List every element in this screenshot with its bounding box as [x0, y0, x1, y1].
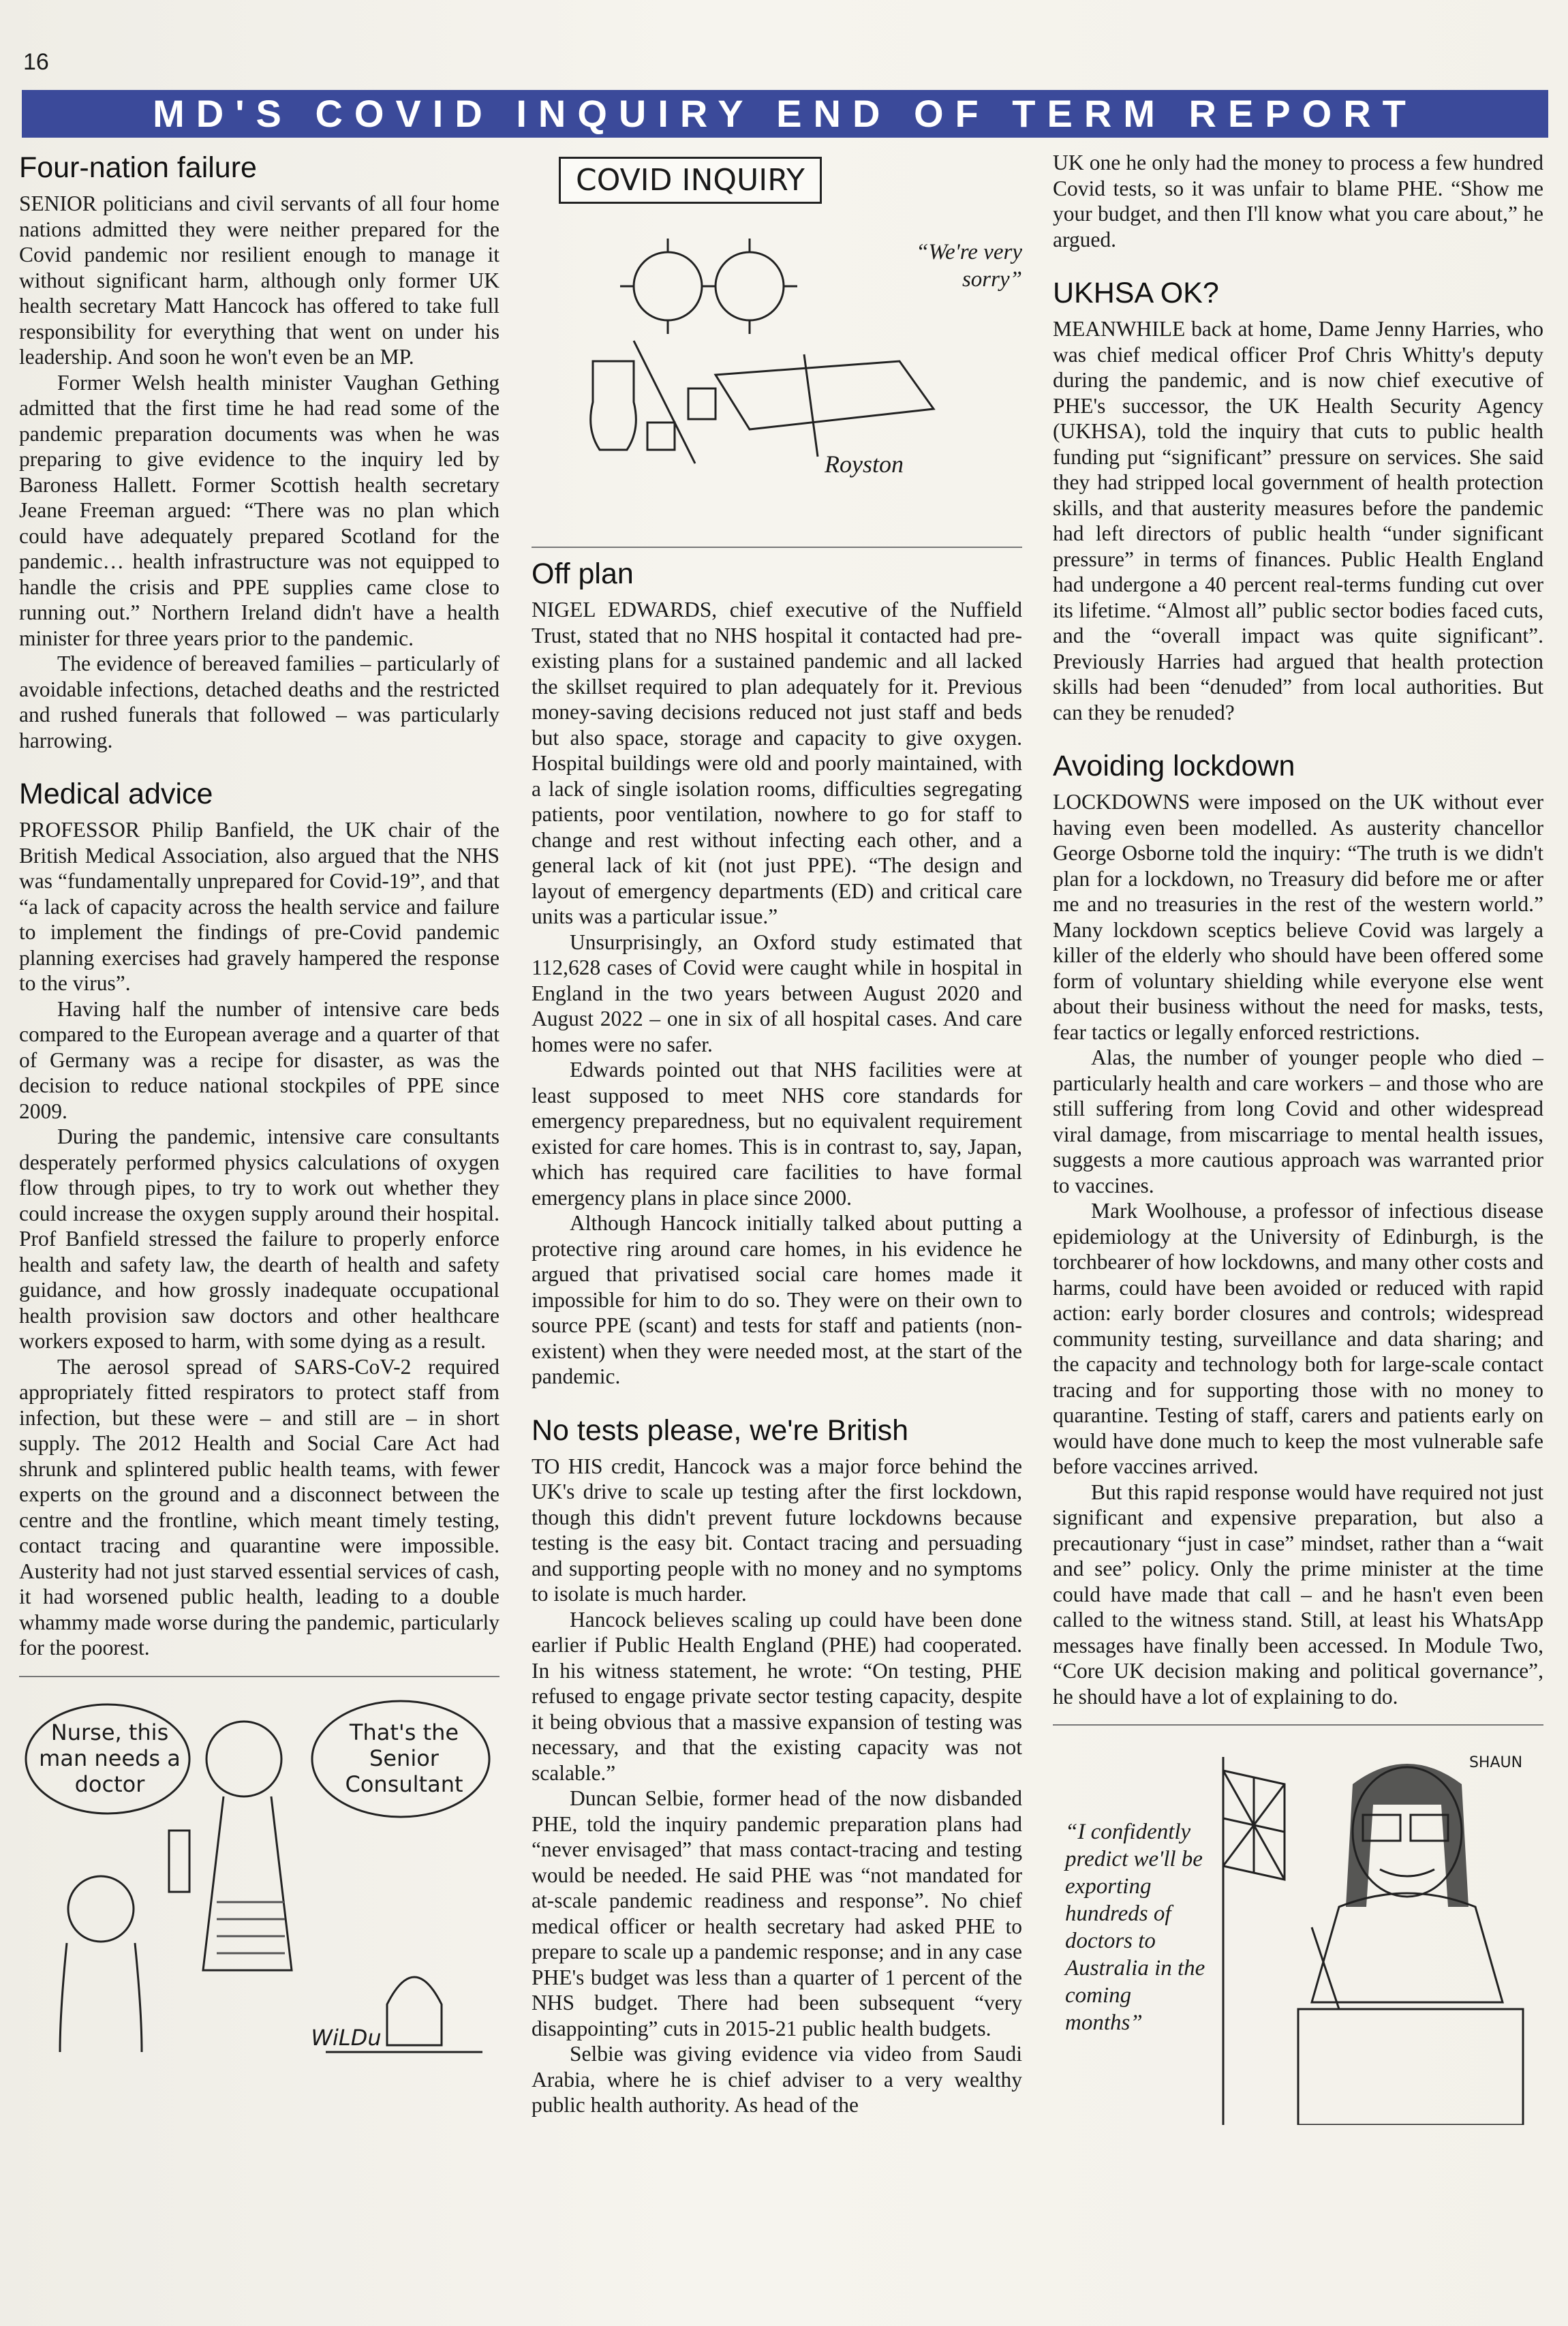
paragraph: Alas, the number of younger people who died – particularly health and care workers – and those who are still suffering from long Covid and other widespread viral damage, from miscarriage to mental health issues, suggests a more cautious approach was warranted prior to vaccines.	[1053, 1045, 1543, 1197]
banner-title: MD'S COVID INQUIRY END OF TERM REPORT	[22, 90, 1548, 138]
paragraph: NIGEL EDWARDS, chief executive of the Nuffield Trust, stated that no NHS hospital it contacted had pre-existing plans for a sustained pandemic and all lacked the skillset required to plan adequately for it. Previous money-saving decisions reduced not just staff and beds but also space, storage and capacity to give oxygen. Hospital buildings were old and poorly maintained, with a lack of single isolation rooms, difficulties segregating patients, poor ventilation, nowhere to go for staff to change and rest without infecting each other, and a general lack of kit (not just PPE). “The design and layout of emergency departments (ED) and critical care units was a particular issue.”	[532, 598, 1022, 928]
heading-avoiding-lockdown: Avoiding lockdown	[1053, 750, 1295, 782]
cartoon-signature: WiLDu	[311, 2024, 382, 2051]
paragraph: Hancock believes scaling up could have been done earlier if Public Health England (PHE) had cooperated. In his witness statement, he wrote: “On testing, PHE refused to engage private sector testing capacity, despite it being obvious that a massive expansion of testing was necessary, and that the existing capacity was not scalable.”	[532, 1607, 1022, 1785]
paragraph: MEANWHILE back at home, Dame Jenny Harries, who was chief medical officer Prof Chris Whitty's deputy during the pandemic, and is now chief executive of PHE's successor, the UK Health Security Agency (UKHSA), told the inquiry that cuts to public health funding put “significant” pressure on services. She said they had stripped local government of health protection skills, and that austerity measures before the pandemic had left directors of public health “under significant pressure” in terms of finances. Public Health England had undergone a 40 percent real-terms funding cut over its lifetime. “Almost all” public sector bodies faced cuts, and the “overall impact was quite significant”. Previously Harries had argued that health protection skills had been “denuded” from local authorities. But can they be renuded?	[1053, 317, 1543, 724]
divider	[1053, 1724, 1543, 1726]
paragraph: Unsurprisingly, an Oxford study estimated that 112,628 cases of Covid were caught while in hospital in England in the two years between August 2020 and August 2022 – one in six of all hospital cases. And care homes were no safer.	[532, 930, 1022, 1056]
cartoon-covid-inquiry	[532, 150, 1022, 532]
column-1	[19, 150, 499, 2324]
heading-no-tests-please: No tests please, we're British	[532, 1413, 909, 1447]
heading-off-plan: Off plan	[532, 557, 634, 590]
paragraph: The aerosol spread of SARS-CoV-2 required appropriately fitted respirators to protect staff from infection, but these were – and still are – in short supply. The 2012 Health and Social Care Act had shrunk and splintered public health teams, with fewer experts on the ground and a disconnect between the centre and the frontline, which meant timely testing, contact tracing and quarantine were impossible. Austerity had not just starved essential services of cash, it had worsened public health, leading to a double whammy made worse during the pandemic, particularly for the poorest.	[19, 1354, 499, 1659]
paragraph: The evidence of bereaved families – particularly of avoidable infections, detached deaths and the restricted and rushed funerals that followed – was particularly harrowing.	[19, 652, 499, 752]
cartoon-quote: “We're very sorry”	[916, 240, 1022, 292]
paragraph: TO HIS credit, Hancock was a major force behind the UK's drive to scale up testing after the first lockdown, though this didn't prevent future lockdowns because testing is the easy bit. Contact tracing and persuading and supporting people with no money and no symptoms to isolate is much harder.	[532, 1454, 1022, 1606]
divider	[19, 1676, 499, 1677]
paragraph: During the pandemic, intensive care consultants desperately performed physics calculations of oxygen flow through pipes, to try to work out whether they could increase the oxygen supply around their hospital. Prof Banfield stressed the failure to properly enforce health and safety law, the dearth of health and safety guidance, and how grossly inadequate occupational health provision saw doctors and other healthcare workers exposed to harm, with some dying as a result.	[19, 1124, 499, 1353]
column-2	[532, 150, 1022, 2324]
paragraph: Having half the number of intensive care beds compared to the European average and a quarter of that of Germany was a recipe for disaster, as was the decision to reduce national stockpiles of PPE since 2009.	[19, 996, 499, 1123]
heading-four-nation-failure: Four-nation failure	[19, 151, 257, 184]
paragraph: But this rapid response would have required not just significant and expensive preparation, but also a precautionary “just in case” mindset, rather than a “wait and see” policy. Only the prime minister at the time could have made that call – and he hasn't even been called to the witness stand. Still, at least his WhatsApp messages have finally been accessed. In Module Two, “Core UK decision making and political governance”, he should have a lot of explaining to do.	[1053, 1480, 1543, 1709]
cartoon-label: COVID INQUIRY	[559, 157, 822, 204]
cartoon-drawing	[532, 150, 1022, 532]
speech-bubble-consultant: That's the Senior Consultant	[345, 1719, 463, 1797]
heading-medical-advice: Medical advice	[19, 778, 213, 810]
paragraph: UK one he only had the money to process a few hundred Covid tests, so it was unfair to blame PHE. “Show me your budget, and then I'll know what you care about,” he argued.	[1053, 151, 1543, 251]
paragraph: Duncan Selbie, former head of the now disbanded PHE, told the inquiry pandemic preparation plans had “never envisaged” that mass contact-tracing and testing would be needed. He said PHE was “not mandated for at-scale pandemic readiness and response”. No chief medical officer or health secretary had asked PHE to prepare to scale up a pandemic response; and in any case PHE's budget was less than a quarter of 1 percent of the NHS budget. There had been subsequent “very disappointing” cuts in 2015-21 public health budgets.	[532, 1786, 1022, 2040]
cartoon-signature: SHAUN	[1469, 1754, 1523, 1771]
paragraph: Mark Woolhouse, a professor of infectious disease epidemiology at the University of Edinburgh, is the torchbearer of how lockdowns, and many other costs and harms, could have been avoided or reduced with rapid action: early border closures and controls; widespread community testing, surveillance and data sharing; and the capacity and technology both for large-scale contact tracing and for supporting those with no money to quarantine. Testing of staff, carers and patients early on would have done much to keep the most vulnerable safe before vaccines arrived.	[1053, 1199, 1543, 1478]
speech-bubble-nurse: Nurse, this man needs a doctor	[39, 1719, 181, 1797]
cartoon-minister	[1053, 1743, 1543, 2125]
paragraph: Selbie was giving evidence via video from Saudi Arabia, where he is chief adviser to a very wealthy public health authority. As head of the	[532, 2042, 1022, 2117]
page-number: 16	[23, 49, 49, 75]
cartoon-nurse	[19, 1684, 499, 2066]
cartoon-quote: “I confidently predict we'll be exporting hundreds of doctors to Australia in the coming months”	[1065, 1820, 1205, 2035]
paragraph: LOCKDOWNS were imposed on the UK without ever having even been modelled. As austerity chancellor George Osborne told the inquiry: “The truth is we didn't plan for a lockdown, no Treasury did before me or after me and no treasuries in the rest of the western world.” Many lockdown sceptics believe Covid was largely a killer of the elderly who should have been offered some form of voluntary shielding while everyone else went about their business without the need for masks, tests, fear tactics or legally enforced restrictions.	[1053, 790, 1543, 1044]
paragraph: Former Welsh health minister Vaughan Gething admitted that the first time he had read some of the pandemic preparation documents was when he was preparing to give evidence to the inquiry led by Baroness Hallett. Former Scottish health secretary Jeane Freeman argued: “There was no plan which could have adequately prepared Scotland for the pandemic… health infrastructure was not equipped to handle the crisis and PPE supplies came close to running out.” Northern Ireland didn't have a health minister for three years prior to the pandemic.	[19, 370, 499, 650]
divider	[532, 547, 1022, 548]
cartoon-signature: Royston	[825, 450, 904, 478]
paragraph: SENIOR politicians and civil servants of all four home nations admitted they were neither prepared for the Covid pandemic nor resilient enough to manage it without significant harm, although only former UK health secretary Matt Hancock has offered to take full responsibility for everything that went on under his leadership. And soon he won't even be an MP.	[19, 192, 499, 369]
paragraph: PROFESSOR Philip Banfield, the UK chair of the British Medical Association, also argued that the NHS was “fundamentally unprepared for Covid-19”, and that “a lack of capacity across the health service and failure to implement the findings of pre-Covid pandemic planning exercises had gravely hampered the response to the virus”.	[19, 818, 499, 995]
column-3	[1053, 150, 1543, 2324]
heading-ukhsa-ok: UKHSA OK?	[1053, 277, 1219, 309]
paragraph: Edwards pointed out that NHS facilities were at least supposed to meet NHS core standards for emergency preparedness, but no equivalent requirement existed for care homes. This is in contrast to, say, Japan, which has required care facilities to have formal emergency plans in place since 2000.	[532, 1058, 1022, 1210]
paragraph: Although Hancock initially talked about putting a protective ring around care homes, in his evidence he argued that privatised social care homes made it impossible for him to do so. They were on their own to source PPE (scant) and tests for staff and patients (non-existent) when they were needed most, at the start of the pandemic.	[532, 1211, 1022, 1388]
